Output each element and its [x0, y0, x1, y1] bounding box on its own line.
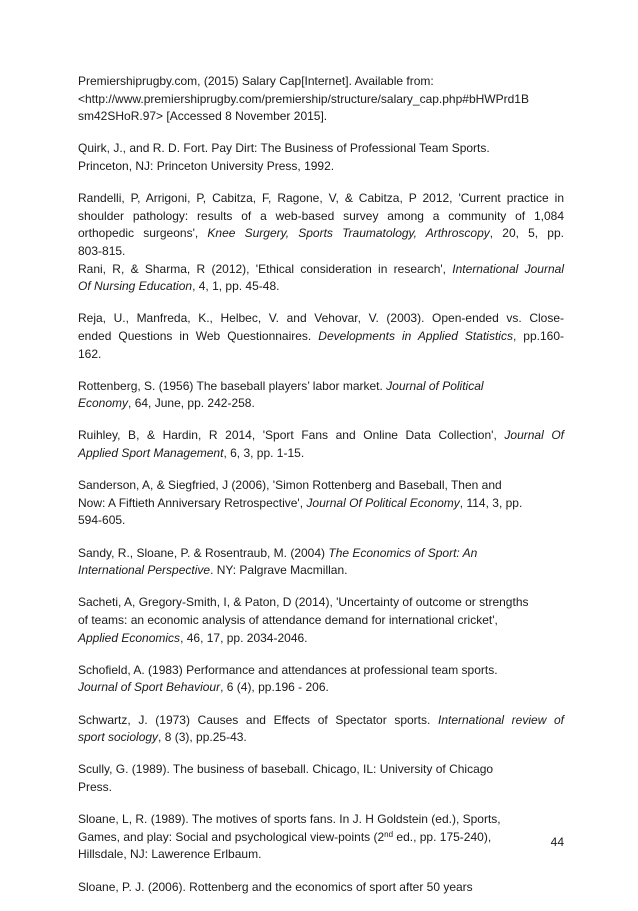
reference-ruihley: [78, 427, 564, 462]
reference-quirk: [78, 140, 564, 175]
journal-title: sport sociology: [78, 730, 159, 745]
journal-title: Economy: [78, 396, 129, 411]
reference-line: Sloane, P. J. (2006). Rottenberg and the economics of sport after 50 years: [78, 879, 473, 894]
reference-text: , 4, 1, pp. 45-48.: [192, 279, 280, 294]
reference-line: Sacheti, A, Gregory-Smith, I, & Paton, D (2014), 'Uncertainty of outcome or strengths: [78, 595, 529, 610]
reference-line: [78, 278, 564, 296]
reference-line: Premiershiprugby.com, (2015) Salary Cap[Internet]. Available from:: [78, 74, 434, 88]
reference-text: Schwartz, J. (1973) Causes and Effects of Spectator sports.: [78, 712, 438, 727]
reference-schofield: [78, 662, 564, 697]
journal-title: Applied Economics: [78, 630, 181, 645]
reference-line: Princeton, NJ: Princeton University Press, 1992.: [78, 158, 335, 173]
reference-text: Ruihley, B, & Hardin, R 2014, 'Sport Fans and Online Data Collection',: [78, 428, 505, 443]
reference-line: Press.: [78, 779, 113, 794]
reference-line: [78, 445, 564, 463]
reference-text: , 64, June, pp. 242-258.: [128, 396, 255, 411]
reference-text: , 46, 17, pp. 2034-2046.: [180, 630, 308, 645]
reference-line: Sanderson, A, & Siegfried, J (2006), 'Simon Rottenberg and Baseball, Then and: [78, 478, 502, 493]
reference-line: <http://www.premiershiprugby.com/premiership/structure/salary_cap.php#bHWPrd1B: [78, 91, 529, 106]
reference-sacheti: [78, 594, 564, 647]
reference-line: [78, 679, 564, 697]
journal-title: International review of: [438, 712, 565, 727]
reference-line: Schofield, A. (1983) Performance and attendances at professional team sports.: [78, 662, 498, 677]
reference-line: [78, 712, 564, 730]
reference-line: Reja, U., Manfreda, K., Helbec, V. and Vehovar, V. (2003). Open-ended vs. Close-: [78, 311, 564, 326]
reference-text: , pp.160-: [512, 328, 564, 343]
reference-line: [78, 328, 564, 346]
reference-line: 162.: [78, 346, 102, 361]
reference-line: Sloane, L, R. (1989). The motives of sports fans. In J. H Goldstein (ed.), Sports,: [78, 812, 501, 827]
journal-title: Journal Of: [504, 428, 565, 443]
reference-text: , 114, 3, pp.: [459, 495, 523, 510]
reference-line: of teams: an economic analysis of attendance demand for international cricket',: [78, 613, 498, 627]
reference-reja: [78, 310, 564, 363]
reference-line: [78, 630, 564, 648]
reference-text: Now: A Fiftieth Anniversary Retrospective',: [78, 495, 307, 510]
reference-rottenberg: [78, 378, 564, 413]
reference-randelli: [78, 190, 564, 260]
reference-line: [78, 829, 564, 847]
reference-rani: [78, 261, 564, 296]
superscript: nd: [384, 829, 394, 839]
page-number: 44: [550, 835, 564, 849]
reference-line: [78, 427, 564, 445]
reference-line: [78, 225, 564, 243]
reference-line: shoulder pathology: results of a web-based survey among a community of 1,084: [78, 208, 564, 223]
reference-text: , 6, 3, pp. 1-15.: [223, 446, 305, 461]
reference-text: ed., pp. 175-240),: [393, 829, 492, 844]
journal-title: Of Nursing Education: [78, 279, 193, 294]
reference-line: 594-605.: [78, 513, 126, 528]
reference-text: . NY: Palgrave Macmillan.: [210, 563, 348, 578]
reference-text: Rottenberg, S. (1956) The baseball players’ labor market.: [78, 378, 387, 393]
reference-line: [78, 562, 564, 580]
journal-title: Developments in Applied Statistics: [318, 328, 513, 343]
reference-text: , 6 (4), pp.196 - 206.: [220, 680, 329, 695]
journal-title: Knee Surgery, Sports Traumatology, Arthroscopy: [207, 226, 490, 241]
book-title: International Perspective: [78, 563, 211, 578]
journal-title: Journal of Political: [386, 378, 484, 393]
reference-sloane-p: [78, 879, 564, 897]
reference-scully: [78, 761, 564, 796]
reference-line: [78, 495, 564, 513]
reference-sanderson: [78, 477, 564, 530]
journal-title: Journal Of Political Economy: [306, 495, 460, 510]
reference-text: ended Questions in Web Questionnaires.: [78, 328, 319, 343]
reference-text: , 8 (3), pp.25-43.: [158, 730, 247, 745]
reference-line: Hillsdale, NJ: Lawerence Erlbaum.: [78, 847, 262, 862]
reference-line: [78, 729, 564, 747]
reference-text: Games, and play: Social and psychological view-points (2: [78, 829, 385, 844]
journal-title: International Journal: [452, 261, 564, 276]
reference-text: Rani, R, & Sharma, R (2012), 'Ethical consideration in research',: [78, 261, 453, 276]
reference-sloane-l: [78, 811, 564, 864]
reference-line: Randelli, P, Arrigoni, P, Cabitza, F, Ragone, V, & Cabitza, P 2012, 'Current practice in: [78, 191, 564, 206]
reference-line: 803-815.: [78, 243, 126, 258]
reference-premiershiprugby: [78, 73, 564, 126]
journal-title: Applied Sport Management: [78, 446, 224, 461]
reference-text: orthopedic surgeons',: [78, 226, 208, 241]
reference-line: sm42SHoR.97> [Accessed 8 November 2015].: [78, 109, 328, 124]
reference-line: [78, 261, 564, 279]
reference-line: Quirk, J., and R. D. Fort. Pay Dirt: The Business of Professional Team Sports.: [78, 141, 490, 156]
reference-schwartz: [78, 712, 564, 747]
reference-list: [78, 73, 564, 911]
reference-text: Sandy, R., Sloane, P. & Rosentraub, M. (2004): [78, 545, 329, 560]
reference-line: [78, 378, 564, 396]
reference-sandy: [78, 545, 564, 580]
reference-line: Scully, G. (1989). The business of baseball. Chicago, IL: University of Chicago: [78, 762, 494, 777]
book-title: The Economics of Sport: An: [328, 545, 478, 560]
reference-line: [78, 545, 564, 563]
reference-line: [78, 395, 564, 413]
reference-text: , 20, 5, pp.: [489, 226, 564, 241]
journal-title: Journal of Sport Behaviour: [78, 680, 221, 695]
